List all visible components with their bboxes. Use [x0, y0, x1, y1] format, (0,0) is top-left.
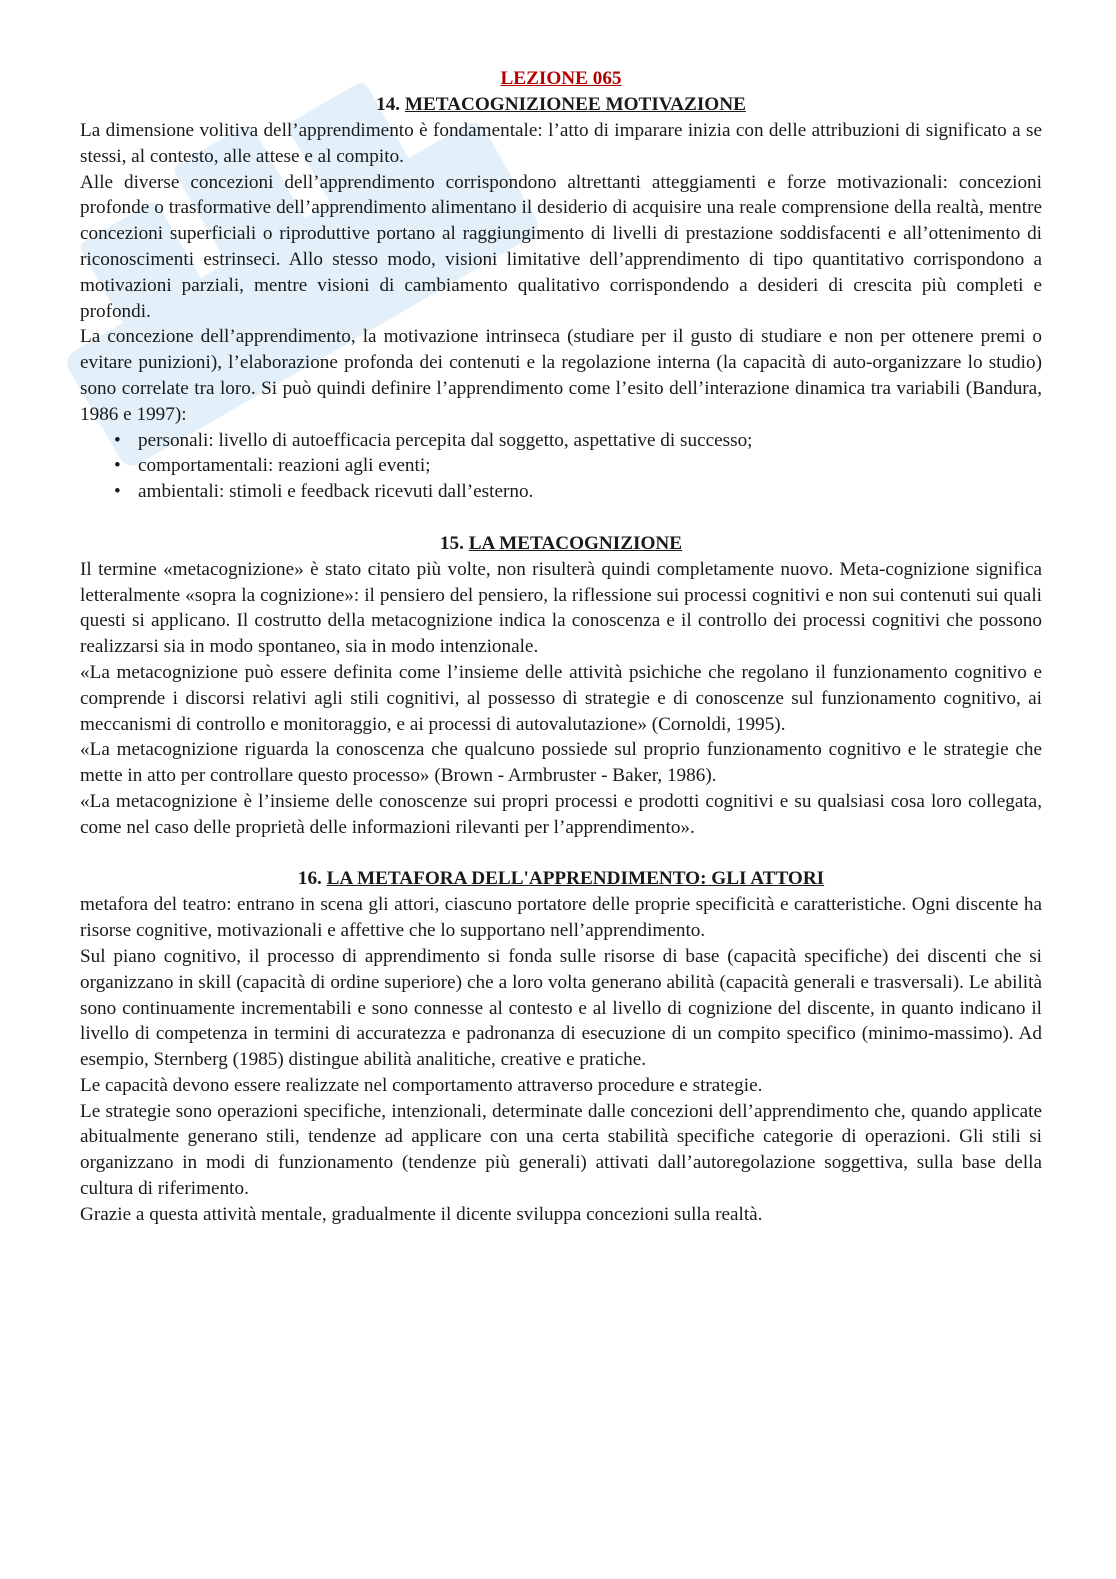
paragraph: Il termine «metacognizione» è stato citato più volte, non risulterà quindi completamente nuovo. Meta-cognizione significa letteralmente «sopra la cognizione»: il pensiero del pensiero, la riflessione sui processi cognitivi e non sui contenuti sui quali questi si applicano. Il costrutto della metacognizione indica la conoscenza e il controllo dei processi cognitivi che possono realizzarsi sia in modo spontaneo, sia in modo intenzionale.	[80, 558, 1042, 658]
paragraph: «La metacognizione è l’insieme delle conoscenze sui propri processi e prodotti cognitivi e su qualsiasi cosa loro collegata, come nel caso delle proprietà delle informazioni rilevanti per l’apprendimento».	[80, 790, 1042, 838]
section-title: LA METAFORA DELL'APPRENDIMENTO: GLI ATTORI	[326, 868, 825, 890]
section-title: METACOGNIZIONEE MOTIVAZIONE	[404, 94, 746, 115]
paragraph: «La metacognizione riguarda la conoscenza che qualcuno possiede sul proprio funzionamento cognitivo e le strategie che mette in atto per controllare questo processo» (Brown - Armbruster - Baker, 1986).	[80, 739, 1042, 787]
section-title: LA METACOGNIZIONE	[468, 532, 683, 554]
paragraph: La dimensione volitiva dell’apprendimento è fondamentale: l’atto di imparare inizia con delle attribuzioni di significato a se stessi, al contesto, alle attese e al compito.	[80, 120, 1042, 167]
paragraph: Le capacità devono essere realizzate nel comportamento attraverso procedure e strategie.	[80, 1074, 763, 1096]
document-page	[80, 66, 1042, 1228]
bullet-list	[80, 428, 1042, 505]
section-heading	[80, 531, 1042, 557]
section-heading	[80, 92, 1042, 118]
lesson-title: LEZIONE 065	[500, 68, 622, 89]
list-item: • ambientali: stimoli e feedback ricevuti dall’esterno.	[138, 479, 1042, 505]
section-heading	[80, 866, 1042, 892]
section-number: 15.	[439, 532, 464, 554]
paragraph: Grazie a questa attività mentale, gradualmente il dicente sviluppa concezioni sulla realtà.	[80, 1203, 763, 1225]
paragraph: Alle diverse concezioni dell’apprendimento corrispondono altrettanti atteggiamenti e forze motivazionali: concezioni profonde o trasformative dell’apprendimento alimentano il desiderio di acquisire una reale comprensione della realtà, mentre concezioni superficiali o riproduttive portano al raggiungimento di livelli di prestazione soddisfacenti e all’ottenimento di riconoscimenti estrinseci. Allo stesso modo, visioni limitative dell’apprendimento di tipo quantitativo corrispondono a motivazioni parziali, mentre visioni di cambiamento qualitativo corrispondendo a desideri di crescita più completi e profondi.	[80, 171, 1042, 322]
section-number: 14.	[376, 94, 401, 115]
paragraph: «La metacognizione può essere definita come l’insieme delle attività psichiche che regolano il funzionamento cognitivo e comprende i discorsi relativi agli stili cognitivi, al possesso di strategie e di conoscenze sul funzionamento cognitivo, ai meccanismi di controllo e monitoraggio, e ai processi di autovalutazione» (Cornoldi, 1995).	[80, 661, 1042, 735]
paragraph: Sul piano cognitivo, il processo di apprendimento si fonda sulle risorse di base (capacità specifiche) dei discenti che si organizzano in skill (capacità di ordine superiore) che a loro volta generano abilità (capacità generali e trasversali). Le abilità sono continuamente incrementabili e sono connesse al contesto e al livello di cognizione del discente, in quanto indicano il livello di competenza in termini di accuratezza e padronanza di esecuzione di un compito specifico (minimo-massimo). Ad esempio, Sternberg (1985) distingue abilità analitiche, creative e pratiche.	[80, 945, 1042, 1071]
paragraph: Le strategie sono operazioni specifiche, intenzionali, determinate dalle concezioni dell’apprendimento che, quando applicate abitualmente generano stili, tendenze ad applicare con una certa stabilità specifiche categorie di operazioni. Gli stili si organizzano in modi di funzionamento (tendenze più generali) attivati dall’autoregolazione soggettiva, sulla base della cultura di riferimento.	[80, 1100, 1042, 1200]
paragraph: La concezione dell’apprendimento, la motivazione intrinseca (studiare per il gusto di studiare e non per ottenere premi o evitare punizioni), l’elaborazione profonda dei contenuti e la regolazione interna (la capacità di auto-organizzare lo studio) sono correlate tra loro. Si può quindi definire l’apprendimento come l’esito dell’interazione dinamica tra variabili (Bandura, 1986 e 1997):	[80, 326, 1042, 425]
section-number: 16.	[297, 868, 322, 890]
list-item: • comportamentali: reazioni agli eventi;	[138, 453, 1042, 479]
list-item: • personali: livello di autoefficacia percepita dal soggetto, aspettative di successo;	[138, 428, 1042, 454]
paragraph: metafora del teatro: entrano in scena gli attori, ciascuno portatore delle proprie specificità e caratteristiche. Ogni discente ha risorse cognitive, motivazionali e affettive che lo supportano nell’apprendimento.	[80, 894, 1042, 942]
